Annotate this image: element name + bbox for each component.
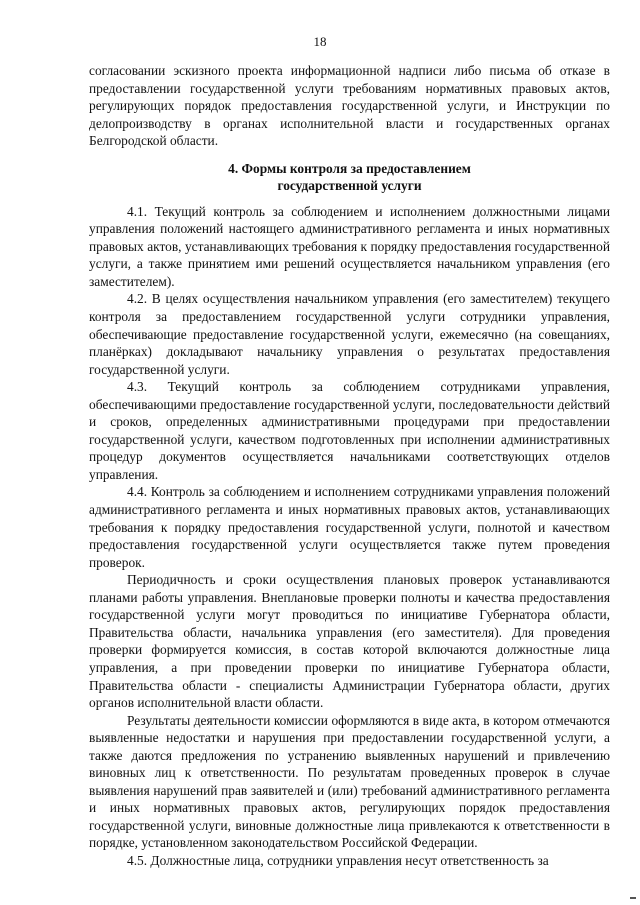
paragraph-4-3: 4.3. Текущий контроль за соблюдением сотрудниками управления, обеспечивающими предоставление государственной услуги, последовательности действий и сроков, определенных административными процедурами при предоставлении государственной услуги, качеством подготовленных при исполнении административных процедур документов осуществляется начальниками соответствующих отделов управления.	[89, 379, 610, 482]
section-heading-line-2: государственной услуги	[277, 177, 422, 193]
paragraph-inspections: Периодичность и сроки осуществления плановых проверок устанавливаются планами работы управления. Внеплановые проверки полноты и качества предоставления государственной услуги могут проводиться по инициативе Губернатора области, Правительства области, начальника управления (его заместителя). Для проведения проверки формируется комиссия, в состав которой включаются должностные лица управления, а при проведении проверки по инициативе Губернатора области, Правительства области - специалисты Администрации Губернатора области, других органов исполнительной власти области.	[89, 572, 610, 711]
section-heading	[89, 160, 610, 194]
section-heading-line-1: 4. Формы контроля за предоставлением	[228, 160, 471, 176]
paragraph-4-5: 4.5. Должностные лица, сотрудники управления несут ответственность за	[127, 852, 549, 868]
paragraph-commission-results: Результаты деятельности комиссии оформляются в виде акта, в котором отмечаются выявленные недостатки и нарушения при предоставлении государственной услуги, а также даются предложения по устранению выявленных нарушений и привлечению виновных лиц к ответственности. По результатам проведенных проверок в случае выявления нарушений прав заявителей и (или) требований административного регламента и иных нормативных правовых актов, регулирующих порядок предоставления государственной услуги, виновные должностные лица привлекаются к ответственности в порядке, установленном законодательством Российской Федерации.	[89, 712, 610, 851]
page-body	[89, 62, 610, 870]
paragraph-4-4: 4.4. Контроль за соблюдением и исполнением сотрудниками управления положений административного регламента и иных нормативных правовых актов, устанавливающих требования к порядку предоставления государственной услуги, полнотой и качеством предоставления государственной услуги осуществляется также путем проведения проверок.	[89, 484, 610, 570]
scan-edge-mark	[630, 897, 636, 899]
paragraph-4-1: 4.1. Текущий контроль за соблюдением и исполнением должностными лицами управления положений настоящего административного регламента и иных нормативных правовых актов, устанавливающих требования к порядку предоставления государственной услуги, а также принятием ими решений осуществляется начальником управления (его заместителем).	[89, 203, 610, 289]
page-number: 18	[313, 34, 327, 49]
paragraph-4-2: 4.2. В целях осуществления начальником управления (его заместителем) текущего контроля за предоставлением государственной услуги сотрудники управления, обеспечивающие предоставление государственной услуги, ежемесячно (на совещаниях, планёрках) докладывают начальнику управления о результатах предоставления государственной услуги.	[89, 291, 610, 377]
paragraph-continuation: согласовании эскизного проекта информационной надписи либо письма об отказе в предоставлении государственной услуги требованиям нормативных правовых актов, регулирующих порядок предоставления государственной услуги, и Инструкции по делопроизводству в органах исполнительной власти и государственных органах Белгородской области.	[89, 63, 610, 149]
